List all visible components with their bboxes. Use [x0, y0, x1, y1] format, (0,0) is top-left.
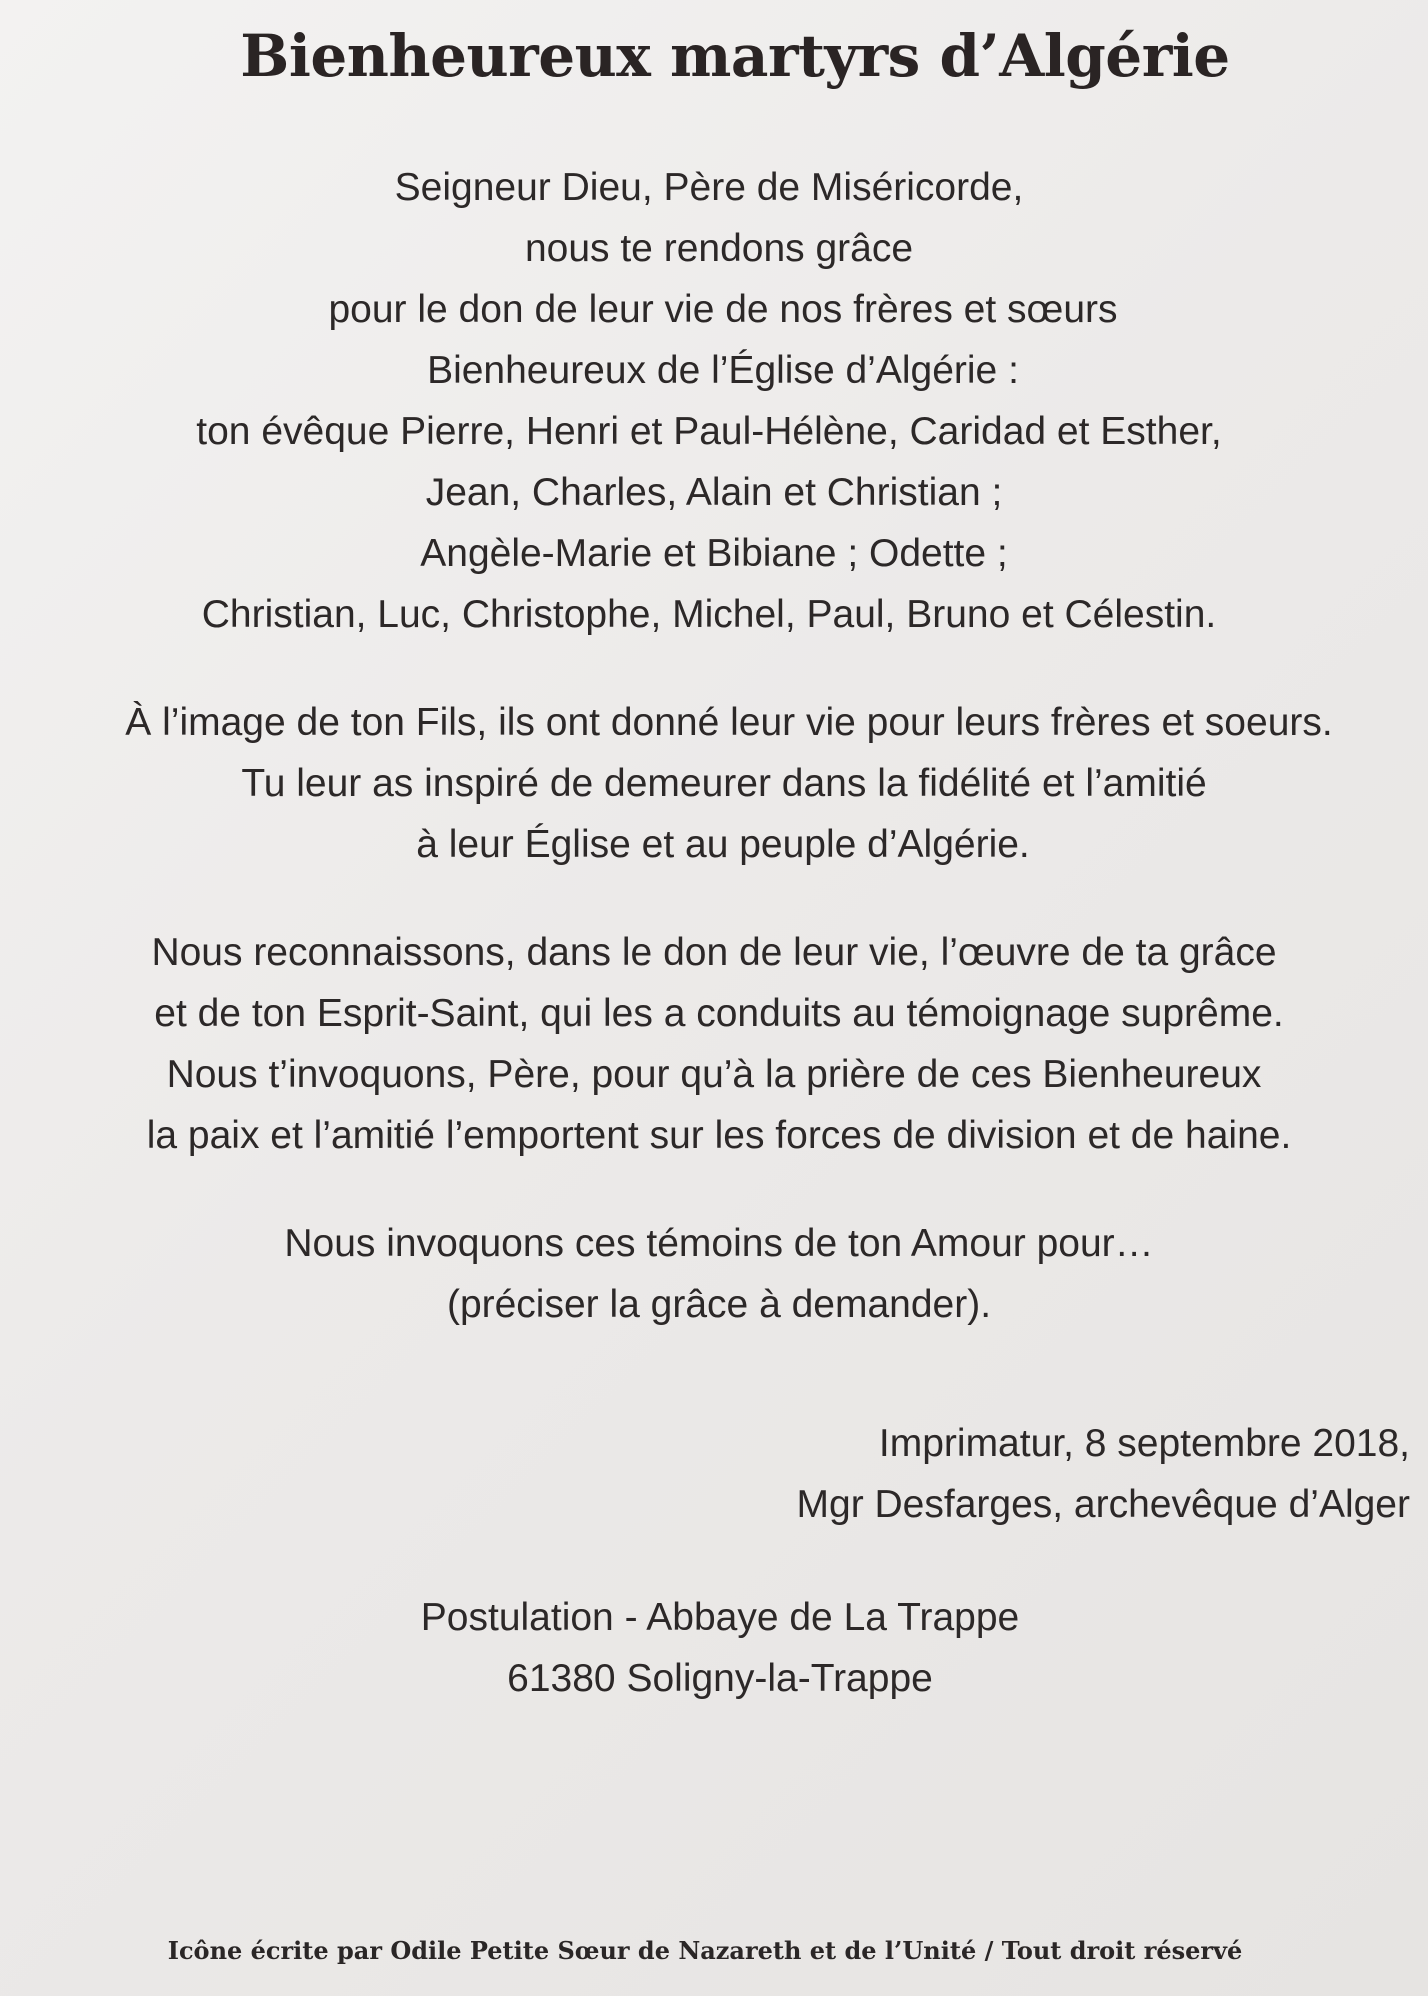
stanza-petition [0, 1213, 1428, 1335]
prayer-line: Nous t’invoquons, Père, pour qu’à la prière de ces Bienheureux [166, 1053, 1262, 1096]
prayer-line: Tu leur as inspiré de demeurer dans la fidélité et l’amitié [241, 762, 1207, 805]
prayer-line: nous te rendons grâce [524, 227, 914, 270]
prayer-line: la paix et l’amitié l’emportent sur les forces de division et de haine. [146, 1114, 1292, 1157]
prayer-line: Seigneur Dieu, Père de Miséricorde, [394, 166, 1024, 209]
footer-credit: Icône écrite par Odile Petite Sœur de Nazareth et de l’Unité / Tout droit réservé [167, 1936, 1243, 1965]
stanza-witness [0, 692, 1428, 875]
imprimatur-line: Imprimatur, 8 septembre 2018, [878, 1422, 1410, 1465]
prayer-line: Jean, Charles, Alain et Christian ; [425, 471, 1003, 514]
imprimatur [510, 1413, 1410, 1535]
postulation-line: Postulation - Abbaye de La Trappe [420, 1596, 1020, 1639]
prayer-text [0, 157, 1428, 1335]
prayer-line: Angèle-Marie et Bibiane ; Odette ; [420, 532, 1008, 575]
stanza-recognition [0, 922, 1428, 1166]
prayer-line: Nous invoquons ces témoins de ton Amour pour… [284, 1222, 1154, 1265]
prayer-line: pour le don de leur vie de nos frères et sœurs [328, 288, 1118, 331]
prayer-line: (préciser la grâce à demander). [446, 1283, 992, 1326]
prayer-line: Nous reconnaissons, dans le don de leur vie, l’œuvre de ta grâce [151, 931, 1277, 974]
prayer-line: À l’image de ton Fils, ils ont donné leur vie pour leurs frères et soeurs. [125, 701, 1333, 744]
prayer-line: Christian, Luc, Christophe, Michel, Paul, Bruno et Célestin. [201, 593, 1217, 636]
prayer-line: et de ton Esprit-Saint, qui les a conduits au témoignage suprême. [154, 992, 1284, 1035]
postulation-address [0, 1587, 1428, 1709]
prayer-line: à leur Église et au peuple d’Algérie. [416, 823, 1030, 866]
prayer-line: ton évêque Pierre, Henri et Paul-Hélène, Caridad et Esther, [196, 410, 1222, 453]
stanza-invocation [0, 157, 1428, 645]
imprimatur-line: Mgr Desfarges, archevêque d’Alger [796, 1483, 1410, 1526]
page-title: Bienheureux martyrs d’Algérie [240, 22, 1230, 90]
postulation-line: 61380 Soligny-la-Trappe [507, 1657, 933, 1700]
prayer-line: Bienheureux de l’Église d’Algérie : [427, 349, 1019, 392]
